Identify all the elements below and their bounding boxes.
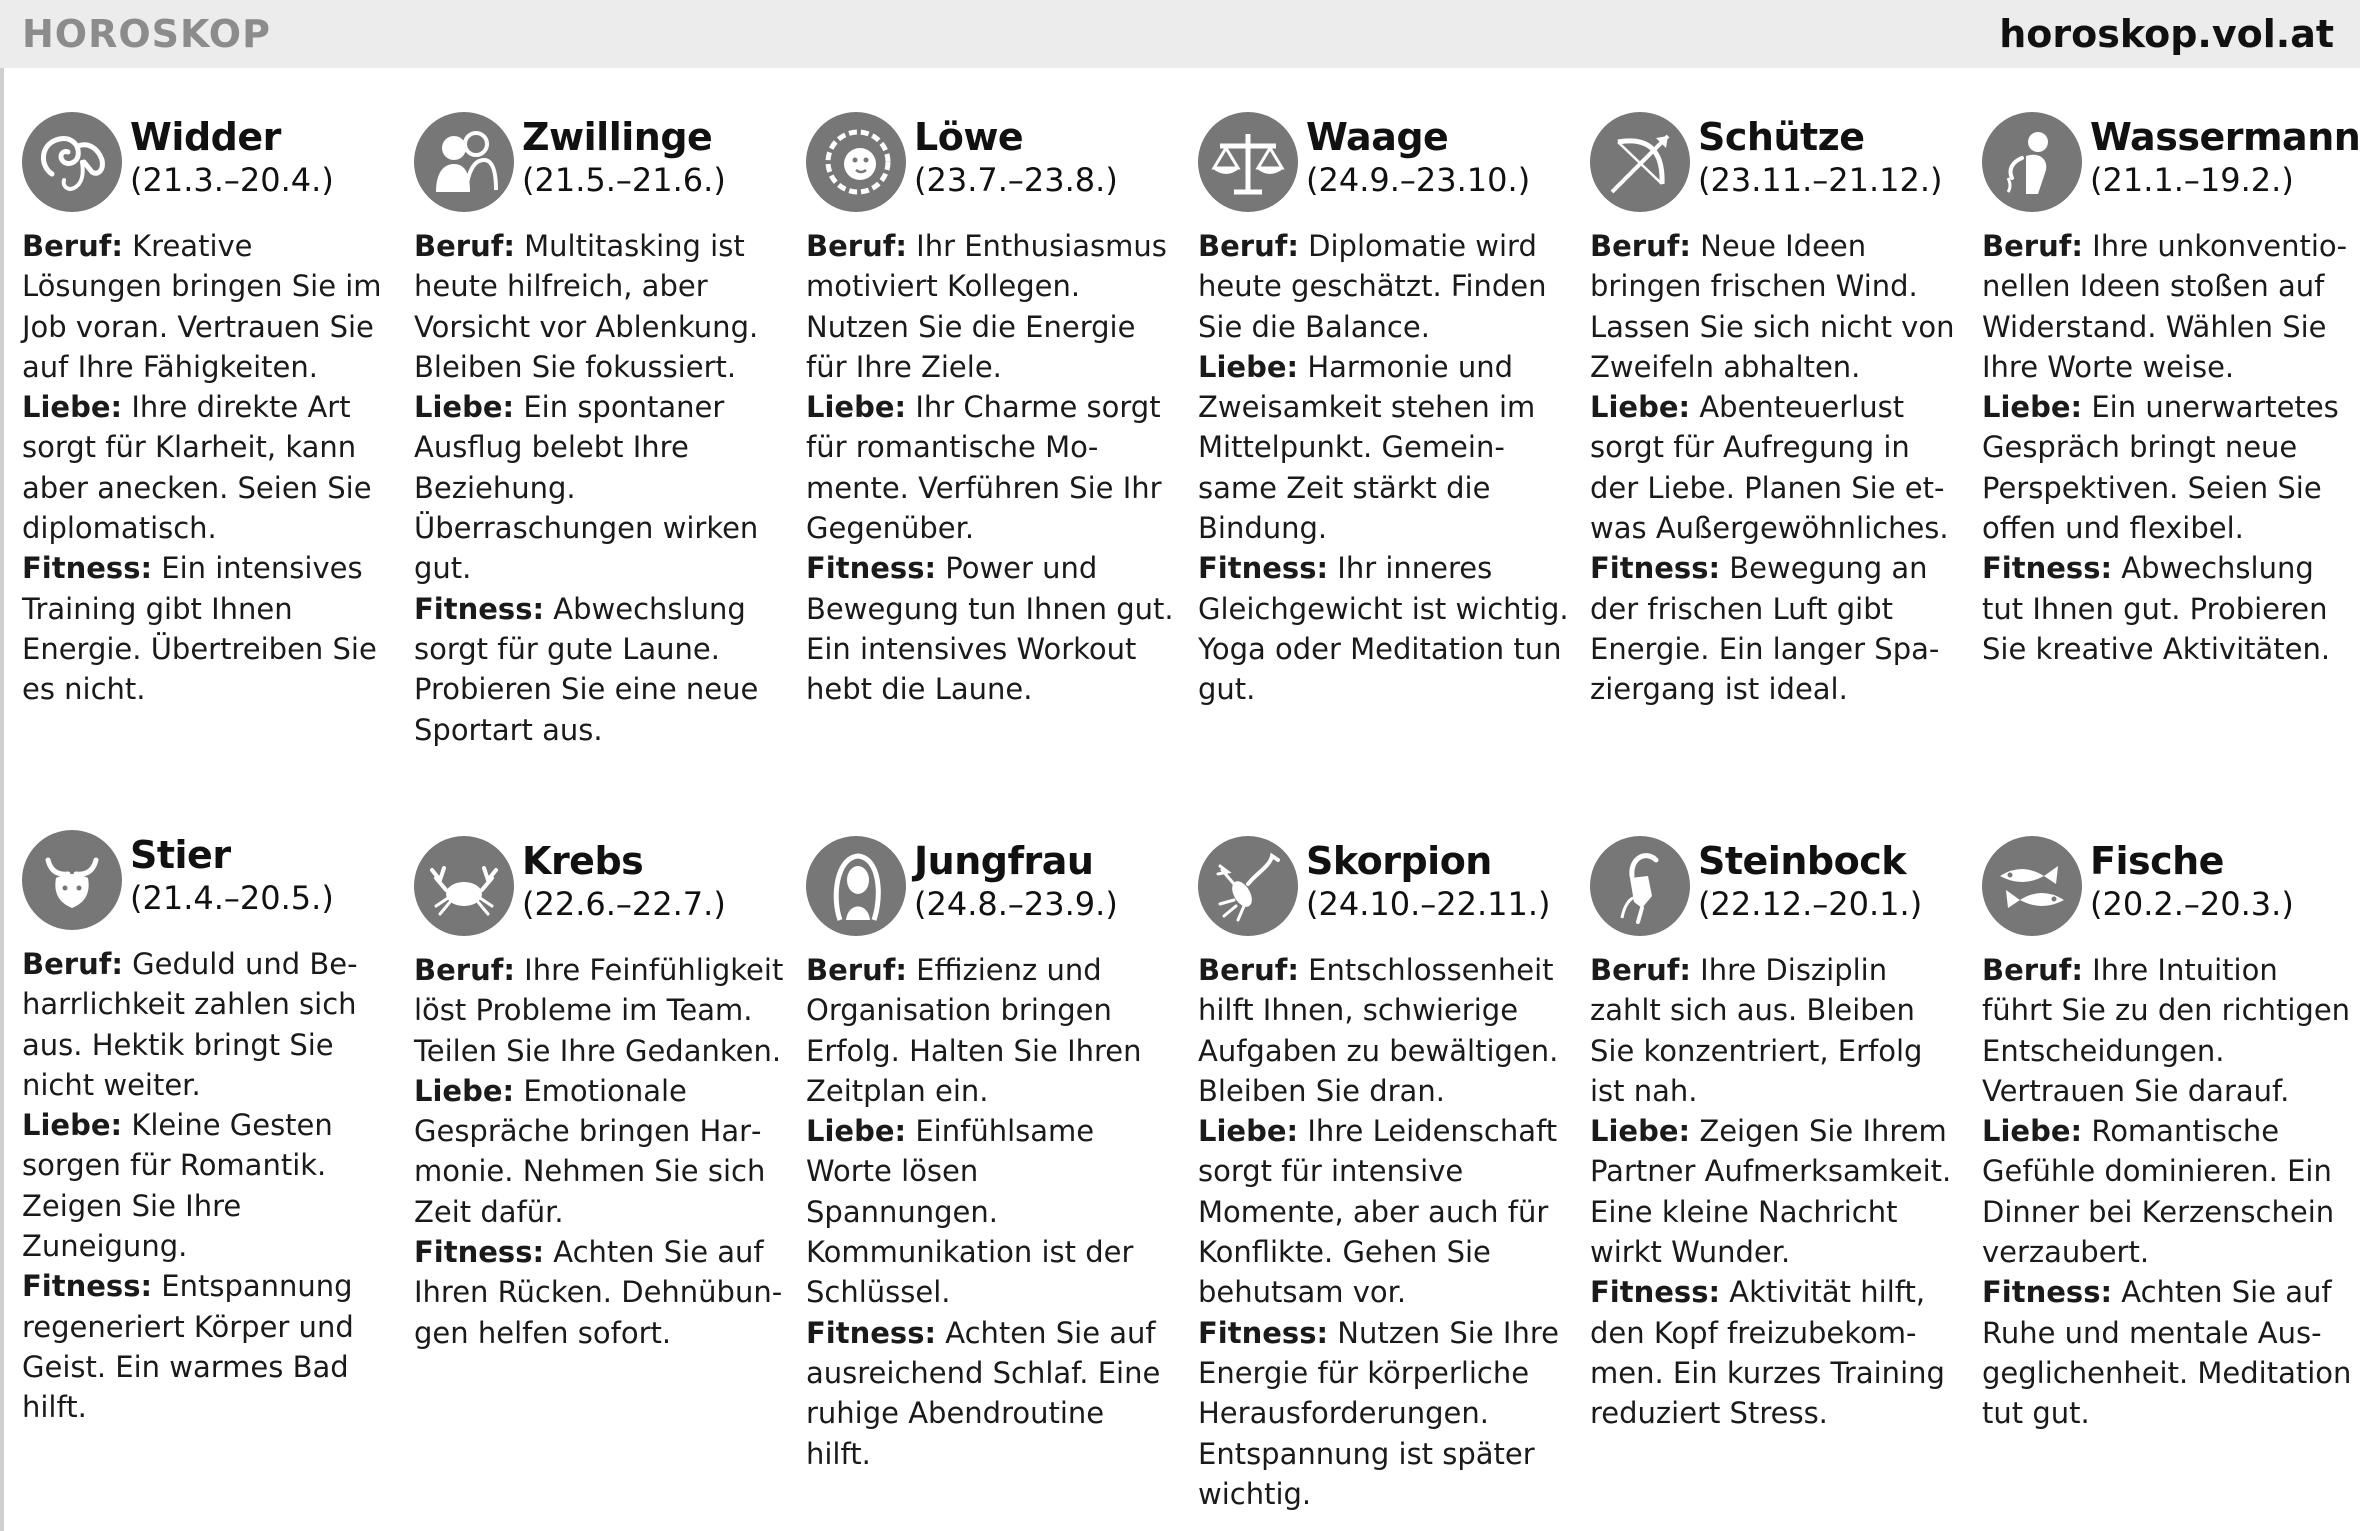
beruf-paragraph xyxy=(22,944,394,1105)
lion-icon xyxy=(806,112,906,212)
liebe-label: Liebe: xyxy=(1198,349,1299,384)
sign-text xyxy=(22,226,394,710)
sign-name: Jungfrau xyxy=(914,839,1094,883)
liebe-paragraph xyxy=(22,387,394,548)
liebe-paragraph xyxy=(1590,1111,1962,1272)
sign-name: Widder xyxy=(130,115,281,159)
beruf-text: Ihr Enthusiasmus motiviert Kollegen. Nutzen Sie die Energie für Ihre Ziele. xyxy=(806,229,1167,384)
scorpion-icon xyxy=(1198,836,1298,936)
fitness-paragraph xyxy=(806,1313,1178,1474)
twins-icon xyxy=(414,112,514,212)
sign-dates: (23.11.–21.12.) xyxy=(1698,161,1943,199)
sign-name: Schütze xyxy=(1698,115,1865,159)
liebe-label: Liebe: xyxy=(1590,1114,1691,1149)
beruf-text: Ihre Feinfühligkeit löst Probleme im Team. Teilen Sie Ihre Gedanken. xyxy=(414,953,784,1068)
beruf-paragraph xyxy=(1590,950,1962,1111)
beruf-paragraph xyxy=(414,950,786,1071)
sign-name: Steinbock xyxy=(1698,839,1906,883)
beruf-label: Beruf: xyxy=(806,229,907,263)
beruf-paragraph xyxy=(1198,950,1570,1111)
sign-name: Waage xyxy=(1306,115,1449,159)
liebe-text: Kleine Gesten sorgen für Romantik. Zeigen Sie Ihre Zuneigung. xyxy=(22,1108,333,1264)
beruf-label: Beruf: xyxy=(1982,953,2083,987)
fitness-text: Achten Sie auf Ruhe und mentale Ausgeglichenheit. Meditation tut gut. xyxy=(1982,1275,2352,1431)
beruf-text: Geduld und Beharrlichkeit zahlen sich aus. Hektik bringt Sie nicht weiter. xyxy=(22,947,358,1102)
sign-text xyxy=(1982,950,2354,1434)
sign-text xyxy=(414,226,786,750)
liebe-text: Harmonie und Zweisamkeit stehen im Mittelpunkt. Gemeinsame Zeit stärkt die Bindung. xyxy=(1198,349,1536,546)
liebe-text: Ein spontaner Ausflug belebt Ihre Beziehung. Überraschungen wirken gut. xyxy=(414,390,759,586)
liebe-paragraph xyxy=(1590,387,1962,548)
beruf-paragraph xyxy=(1982,950,2354,1111)
liebe-label: Liebe: xyxy=(806,390,907,425)
sign-text xyxy=(806,950,1178,1474)
fitness-label: Fitness: xyxy=(414,1235,545,1270)
liebe-label: Liebe: xyxy=(414,1073,515,1108)
fitness-label: Fitness: xyxy=(22,551,153,586)
beruf-label: Beruf: xyxy=(22,229,123,263)
fitness-text: Nutzen Sie Ihre Energie für körperliche Herausforderungen. Entspannung ist später wichtig. xyxy=(1198,1315,1559,1511)
fitness-paragraph xyxy=(1590,548,1962,709)
fish-icon xyxy=(1982,836,2082,936)
sign-dates: (24.9.–23.10.) xyxy=(1306,161,1531,199)
liebe-paragraph xyxy=(1198,347,1570,548)
ibex-icon xyxy=(1590,836,1690,936)
liebe-label: Liebe: xyxy=(22,1108,123,1143)
beruf-text: Multitasking ist heute hilfreich, aber Vorsicht vor Ablenkung. Bleiben Sie fokussiert. xyxy=(414,229,759,384)
ram-icon xyxy=(22,112,122,212)
beruf-text: Entschlossenheit hilft Ihnen, schwierige Aufgaben zu bewältigen. Bleiben Sie dran. xyxy=(1198,953,1559,1108)
sign-dates: (21.5.–21.6.) xyxy=(522,161,726,199)
fitness-label: Fitness: xyxy=(1198,551,1329,586)
liebe-paragraph xyxy=(1198,1111,1570,1312)
beruf-label: Beruf: xyxy=(1590,229,1691,263)
fitness-label: Fitness: xyxy=(806,1315,937,1350)
liebe-paragraph xyxy=(414,387,786,588)
fitness-text: Power und Bewegung tun Ihnen gut. Ein intensives Workout hebt die Laune. xyxy=(806,551,1174,707)
sign-text xyxy=(22,944,394,1428)
liebe-label: Liebe: xyxy=(1982,1114,2083,1149)
fitness-text: Ihr inneres Gleichgewicht ist wichtig. Yoga oder Meditation tun gut. xyxy=(1198,551,1569,707)
fitness-label: Fitness: xyxy=(22,1269,153,1304)
sign-dates: (21.1.–19.2.) xyxy=(2090,161,2294,199)
archer-bow-icon xyxy=(1590,112,1690,212)
beruf-paragraph xyxy=(414,226,786,387)
fitness-paragraph xyxy=(1198,548,1570,709)
liebe-paragraph xyxy=(1982,387,2354,548)
fitness-label: Fitness: xyxy=(414,591,545,626)
fitness-label: Fitness: xyxy=(1198,1315,1329,1350)
liebe-text: Ein unerwartetes Gespräch bringt neue Perspektiven. Seien Sie offen und flexibel. xyxy=(1982,390,2339,546)
beruf-text: Ihre Intuition führt Sie zu den richtigen Entscheidungen. Vertrauen Sie darauf. xyxy=(1982,953,2351,1108)
fitness-paragraph xyxy=(22,548,394,709)
beruf-text: Diplomatie wird heute geschätzt. Finden Sie die Balance. xyxy=(1198,229,1547,344)
sign-name: Löwe xyxy=(914,115,1024,159)
sign-text xyxy=(1590,950,1962,1434)
fitness-text: Ein intensives Training gibt Ihnen Energie. Übertreiben Sie es nicht. xyxy=(22,551,377,707)
fitness-label: Fitness: xyxy=(1982,551,2113,586)
liebe-paragraph xyxy=(22,1105,394,1266)
fitness-paragraph xyxy=(414,589,786,750)
beruf-label: Beruf: xyxy=(414,953,515,987)
liebe-text: Romantische Gefühle dominieren. Ein Dinner bei Kerzenschein verzaubert. xyxy=(1982,1114,2335,1270)
liebe-paragraph xyxy=(806,1111,1178,1312)
sign-dates: (21.3.–20.4.) xyxy=(130,161,334,199)
beruf-label: Beruf: xyxy=(1198,953,1299,987)
liebe-text: Abenteuerlust sorgt für Aufregung in der Liebe. Planen Sie etwas Außergewöhnliches. xyxy=(1590,390,1949,546)
fitness-paragraph xyxy=(1982,1272,2354,1433)
beruf-paragraph xyxy=(806,950,1178,1111)
sign-name: Stier xyxy=(130,833,231,877)
fitness-paragraph xyxy=(806,548,1178,709)
sign-name: Wassermann xyxy=(2090,115,2360,159)
liebe-text: Zeigen Sie Ihrem Partner Aufmerksamkeit. Eine kleine Nachricht wirkt Wunder. xyxy=(1590,1114,1952,1270)
sign-text xyxy=(1590,226,1962,710)
fitness-paragraph xyxy=(1590,1272,1962,1433)
fitness-text: Abwechslung sorgt für gute Laune. Probieren Sie eine neue Sportart aus. xyxy=(414,591,759,747)
maiden-icon xyxy=(806,836,906,936)
fitness-paragraph xyxy=(1198,1313,1570,1514)
beruf-label: Beruf: xyxy=(414,229,515,263)
liebe-text: Ihre direkte Art sorgt für Klarheit, kann aber anecken. Seien Sie diplomatisch. xyxy=(22,390,372,546)
beruf-label: Beruf: xyxy=(806,953,907,987)
sign-dates: (21.4.–20.5.) xyxy=(130,879,334,917)
liebe-paragraph xyxy=(1982,1111,2354,1272)
fitness-text: Achten Sie auf ausreichend Schlaf. Eine ruhige Abendroutine hilft. xyxy=(806,1315,1161,1471)
sign-dates: (22.12.–20.1.) xyxy=(1698,885,1923,923)
sign-dates: (24.10.–22.11.) xyxy=(1306,885,1551,923)
beruf-text: Effizienz und Organisation bringen Erfolg. Halten Sie Ihren Zeitplan ein. xyxy=(806,953,1142,1108)
liebe-label: Liebe: xyxy=(1982,390,2083,425)
sign-text xyxy=(1982,226,2354,669)
liebe-text: Ihr Charme sorgt für romantische Momente. Verführen Sie Ihr Gegenüber. xyxy=(806,390,1162,546)
beruf-paragraph xyxy=(1590,226,1962,387)
sign-dates: (24.8.–23.9.) xyxy=(914,885,1118,923)
scales-icon xyxy=(1198,112,1298,212)
beruf-paragraph xyxy=(22,226,394,387)
liebe-paragraph xyxy=(414,1071,786,1232)
sign-text xyxy=(806,226,1178,710)
beruf-label: Beruf: xyxy=(1982,229,2083,263)
sign-text xyxy=(1198,226,1570,710)
fitness-text: Achten Sie auf Ihren Rücken. Dehnübungen helfen sofort. xyxy=(414,1235,783,1350)
liebe-paragraph xyxy=(806,387,1178,548)
site-url: horoskop.vol.at xyxy=(1999,12,2334,56)
liebe-label: Liebe: xyxy=(1198,1114,1299,1149)
liebe-label: Liebe: xyxy=(414,390,515,425)
water-bearer-icon xyxy=(1982,112,2082,212)
beruf-label: Beruf: xyxy=(1198,229,1299,263)
page-title: HOROSKOP xyxy=(22,12,271,56)
liebe-label: Liebe: xyxy=(22,390,123,425)
liebe-text: Ihre Leidenschaft sorgt für intensive Momente, aber auch für Konflikte. Gehen Sie behutsam vor. xyxy=(1198,1114,1558,1310)
liebe-text: Emotionale Gespräche bringen Harmonie. Nehmen Sie sich Zeit dafür. xyxy=(414,1073,766,1229)
fitness-label: Fitness: xyxy=(1590,1275,1721,1310)
beruf-paragraph xyxy=(1198,226,1570,347)
beruf-label: Beruf: xyxy=(22,947,123,981)
fitness-label: Fitness: xyxy=(1590,551,1721,586)
beruf-text: Ihre Disziplin zahlt sich aus. Bleiben Sie konzentriert, Erfolg ist nah. xyxy=(1590,953,1923,1108)
liebe-text: Einfühlsame Worte lösen Spannungen. Kommunikation ist der Schlüssel. xyxy=(806,1114,1134,1310)
beruf-text: Ihre unkonventionellen Ideen stoßen auf Widerstand. Wählen Sie Ihre Worte weise. xyxy=(1982,229,2348,384)
sign-dates: (23.7.–23.8.) xyxy=(914,161,1118,199)
fitness-paragraph xyxy=(22,1266,394,1427)
bull-icon xyxy=(22,830,122,930)
fitness-paragraph xyxy=(414,1232,786,1353)
liebe-label: Liebe: xyxy=(806,1114,907,1149)
header-bar xyxy=(0,0,2360,68)
beruf-text: Neue Ideen bringen frischen Wind. Lassen Sie sich nicht von Zweifeln abhalten. xyxy=(1590,229,1955,384)
beruf-text: Kreative Lösungen bringen Sie im Job voran. Vertrauen Sie auf Ihre Fähigkeiten. xyxy=(22,229,382,384)
sign-dates: (22.6.–22.7.) xyxy=(522,885,726,923)
beruf-label: Beruf: xyxy=(1590,953,1691,987)
fitness-text: Aktivität hilft, den Kopf freizubekommen. Ein kurzes Training reduziert Stress. xyxy=(1590,1275,1945,1431)
sign-name: Krebs xyxy=(522,839,644,883)
sign-text xyxy=(1198,950,1570,1514)
fitness-text: Bewegung an der frischen Luft gibt Energie. Ein langer Spaziergang ist ideal. xyxy=(1590,551,1940,707)
beruf-paragraph xyxy=(806,226,1178,387)
crab-icon xyxy=(414,836,514,936)
fitness-text: Abwechslung tut Ihnen gut. Probieren Sie kreative Aktivitäten. xyxy=(1982,551,2331,666)
sign-dates: (20.2.–20.3.) xyxy=(2090,885,2294,923)
beruf-paragraph xyxy=(1982,226,2354,387)
sign-name: Zwillinge xyxy=(522,115,713,159)
fitness-text: Entspannung regeneriert Körper und Geist. Ein warmes Bad hilft. xyxy=(22,1269,354,1425)
fitness-paragraph xyxy=(1982,548,2354,669)
fitness-label: Fitness: xyxy=(1982,1275,2113,1310)
liebe-label: Liebe: xyxy=(1590,390,1691,425)
sign-text xyxy=(414,950,786,1353)
fitness-label: Fitness: xyxy=(806,551,937,586)
sign-name: Fische xyxy=(2090,839,2224,883)
sign-name: Skorpion xyxy=(1306,839,1492,883)
